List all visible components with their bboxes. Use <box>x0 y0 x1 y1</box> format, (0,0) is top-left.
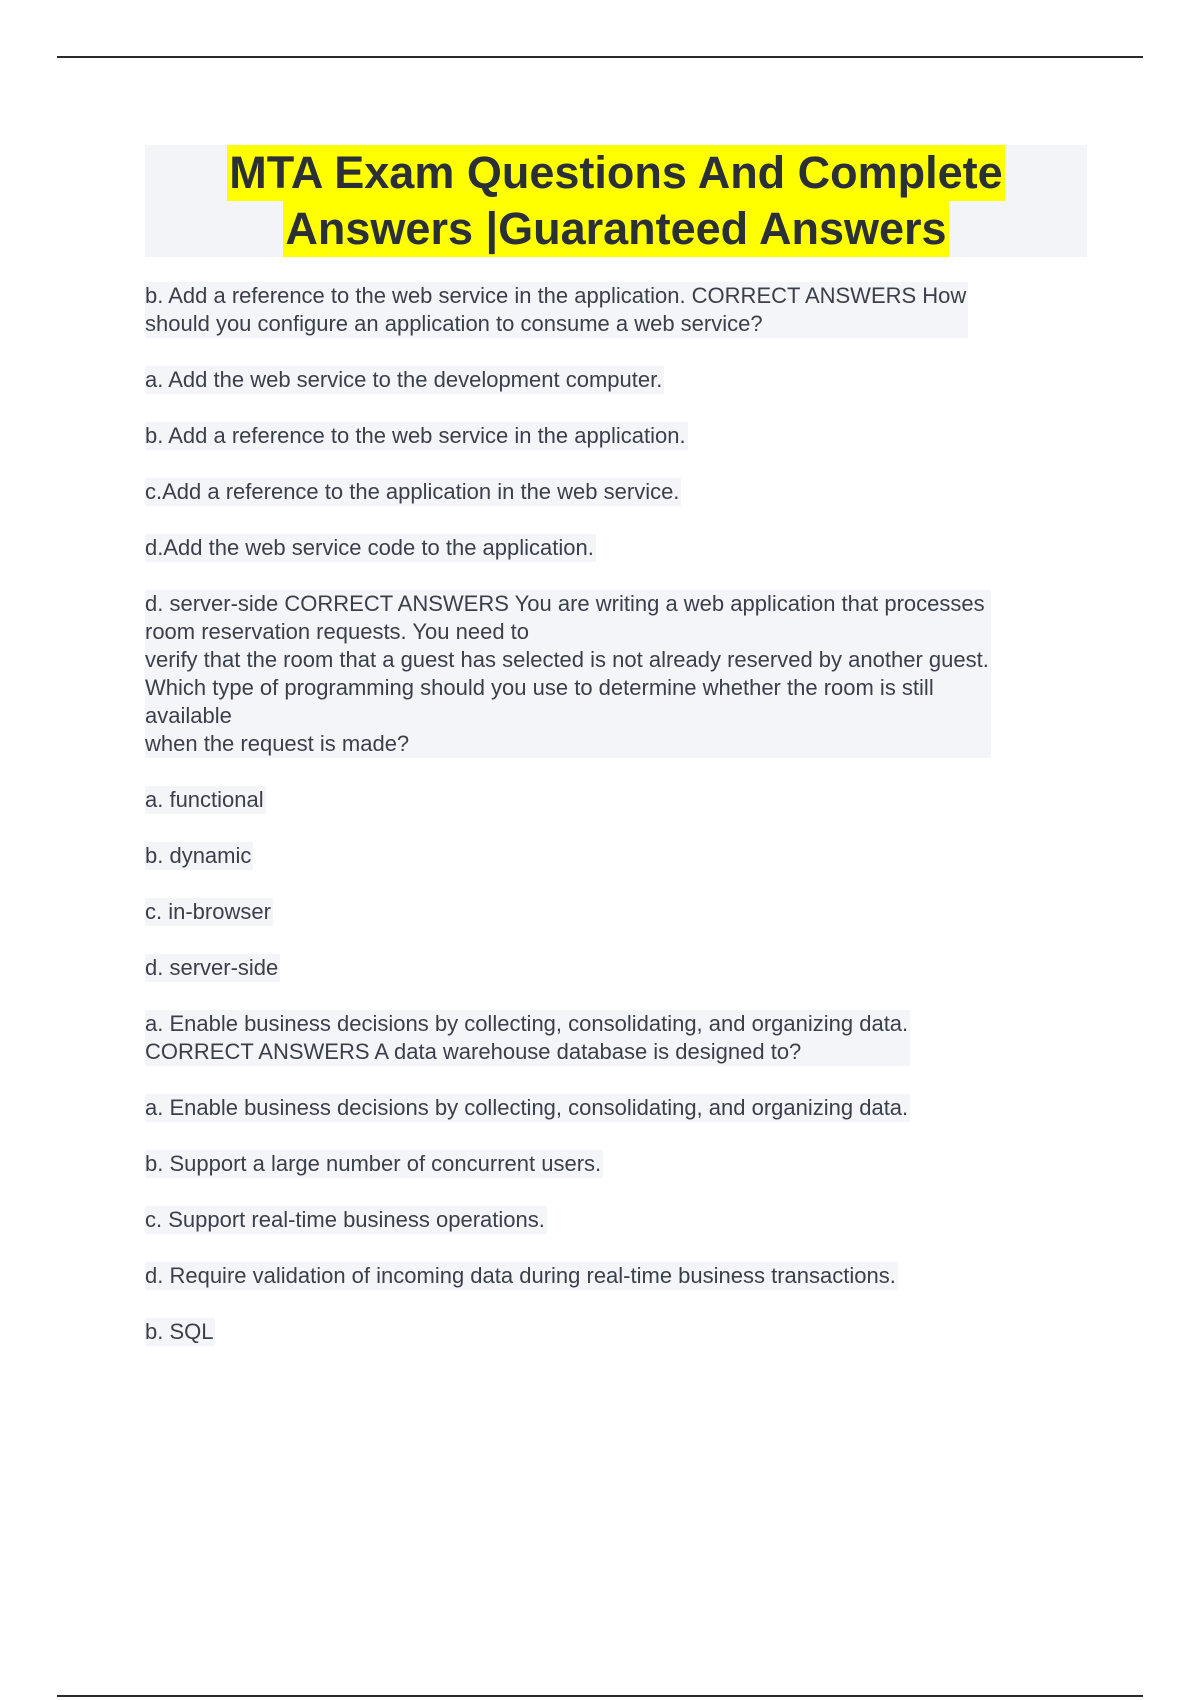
question-3-option-c: c. Support real-time business operations. <box>145 1207 545 1232</box>
question-3-option-a: a. Enable business decisions by collecting, consolidating, and organizing data. <box>145 1095 909 1120</box>
question-3-option-d: d. Require validation of incoming data during real-time business transactions. <box>145 1263 896 1288</box>
question-2-option-d: d. server-side <box>145 955 279 980</box>
document-body <box>145 282 1085 1374</box>
question-1-option-d: d.Add the web service code to the application. <box>145 535 594 560</box>
question-2-option-b: b. dynamic <box>145 843 252 868</box>
question-1-option-b: b. Add a reference to the web service in the application. <box>145 423 686 448</box>
question-2-answer-header: d. server-side CORRECT ANSWERS You are writing a web application that processes room reservation requests. You need to verify that the room that a guest has selected is not already reserved by another guest. Which type of programming should you use to determine whether the room is still available when the request is made? <box>145 591 989 756</box>
question-4-answer-header: b. SQL <box>145 1319 214 1344</box>
question-1-answer-header: b. Add a reference to the web service in the application. CORRECT ANSWERS How should you configure an application to consume a web service? <box>145 283 967 336</box>
bottom-rule <box>57 1695 1143 1697</box>
page-title-line-2: Answers |Guaranteed Answers <box>283 201 948 257</box>
question-3-option-b: b. Support a large number of concurrent users. <box>145 1151 602 1176</box>
question-2-option-a: a. functional <box>145 787 264 812</box>
question-2-option-c: c. in-browser <box>145 899 271 924</box>
top-rule <box>57 56 1143 58</box>
question-1-option-c: c.Add a reference to the application in the web service. <box>145 479 680 504</box>
question-1-option-a: a. Add the web service to the development computer. <box>145 367 663 392</box>
question-3-answer-header: a. Enable business decisions by collecting, consolidating, and organizing data. CORRECT ANSWERS A data warehouse database is designed to? <box>145 1011 909 1064</box>
page-title-line-1: MTA Exam Questions And Complete <box>227 145 1004 201</box>
title-block <box>145 145 1087 257</box>
